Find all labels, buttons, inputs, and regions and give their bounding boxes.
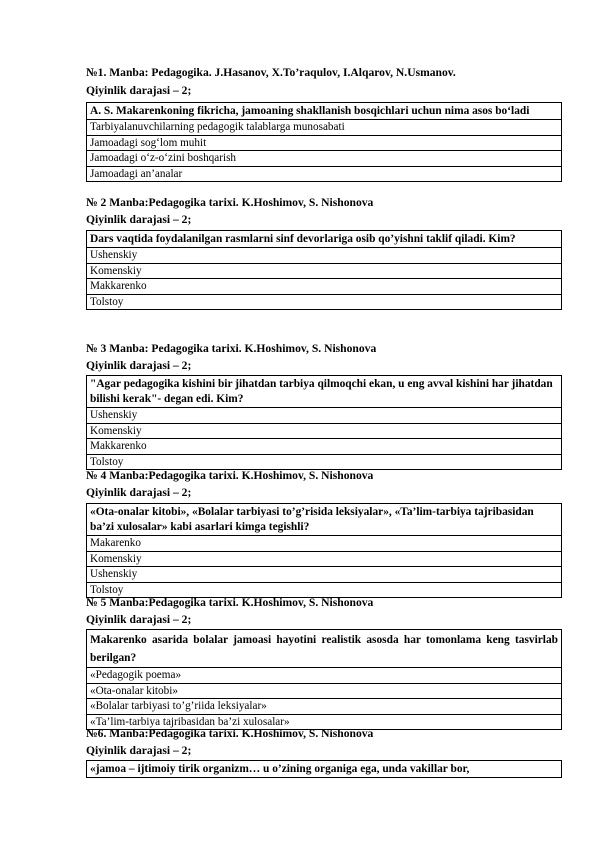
q5-table xyxy=(86,629,562,730)
q6-source: №6. Manba:Pedagogika tarixi. K.Hoshimov, S. Nishonova xyxy=(86,727,374,740)
q3-option-3: Makkarenko xyxy=(87,439,562,455)
q4-level: Qiyinlik darajasi – 2; xyxy=(86,486,192,499)
q3-level: Qiyinlik darajasi – 2; xyxy=(86,359,192,372)
q6-table xyxy=(86,760,562,778)
q5-option-1: «Pedagogik poema» xyxy=(87,668,562,684)
q5-option-2: «Ota-onalar kitobi» xyxy=(87,683,562,699)
q1-table xyxy=(86,102,562,182)
q3-question: "Agar pedagogika kishini bir jihatdan tarbiya qilmoqchi ekan, u eng avval kishini har jihatdan bilishi kerak"- degan edi. Kim? xyxy=(87,376,562,408)
q1-option-4: Jamoadagi an’analar xyxy=(87,166,562,182)
q2-option-2: Komenskiy xyxy=(87,263,562,279)
q4-table xyxy=(86,503,562,598)
q5-option-3: «Bolalar tarbiyasi to’g’riida leksiyalar» xyxy=(87,699,562,715)
q2-level: Qiyinlik darajasi – 2; xyxy=(86,213,192,226)
q4-source: № 4 Manba:Pedagogika tarixi. K.Hoshimov, S. Nishonova xyxy=(86,469,374,482)
q2-option-4: Tolstoy xyxy=(87,294,562,310)
q3-option-1: Ushenskiy xyxy=(87,408,562,424)
q2-option-3: Makkarenko xyxy=(87,279,562,295)
q1-option-2: Jamoadagi sog‘lom muhit xyxy=(87,135,562,151)
q4-option-3: Ushenskiy xyxy=(87,567,562,583)
q1-level: Qiyinlik darajasi – 2; xyxy=(86,84,192,97)
q3-option-2: Komenskiy xyxy=(87,423,562,439)
q6-level: Qiyinlik darajasi – 2; xyxy=(86,744,192,757)
q1-option-3: Jamoadagi o‘z-o‘zini boshqarish xyxy=(87,151,562,167)
q4-option-1: Makarenko xyxy=(87,536,562,552)
q1-source: №1. Manba: Pedagogika. J.Hasanov, X.To’raqulov, I.Alqarov, N.Usmanov. xyxy=(86,66,456,79)
q1-question: A. S. Makarenkoning fikricha, jamoaning shakllanish bosqichlari uchun nima asos bo‘ladi xyxy=(87,103,562,120)
q2-table xyxy=(86,230,562,310)
q3-option-4: Tolstoy xyxy=(87,454,562,470)
q2-question: Dars vaqtida foydalanilgan rasmlarni sinf devorlariga osib qo’yishni taklif qiladi. Kim? xyxy=(87,231,562,248)
q3-source: № 3 Manba: Pedagogika tarixi. K.Hoshimov, S. Nishonova xyxy=(86,342,377,355)
q5-source: № 5 Manba:Pedagogika tarixi. K.Hoshimov, S. Nishonova xyxy=(86,596,374,609)
q1-option-1: Tarbiyalanuvchilarning pedagogik talablarga munosabati xyxy=(87,120,562,136)
q5-question: Makarenko asarida bolalar jamoasi hayotini realistik asosda har tomonlama keng tasvirlab berilgan? xyxy=(87,630,562,668)
q4-question: «Ota-onalar kitobi», «Bolalar tarbiyasi to’g’risida leksiyalar», «Ta’lim-tarbiya tajribasidan ba’zi xulosalar» kabi asarlari kimga tegishli? xyxy=(87,504,562,536)
q2-option-1: Ushenskiy xyxy=(87,248,562,264)
q5-option-4: «Ta’lim-tarbiya tajribasidan ba’zi xulosalar» xyxy=(87,714,562,730)
q4-option-2: Komenskiy xyxy=(87,551,562,567)
q5-level: Qiyinlik darajasi – 2; xyxy=(86,613,192,626)
q3-table xyxy=(86,375,562,470)
q6-question: «jamoa – ijtimoiy tirik organizm… u o’zining organiga ega, unda vakillar bor, xyxy=(87,761,562,778)
q2-source: № 2 Manba:Pedagogika tarixi. K.Hoshimov, S. Nishonova xyxy=(86,196,374,209)
q4-option-4: Tolstoy xyxy=(87,582,562,598)
